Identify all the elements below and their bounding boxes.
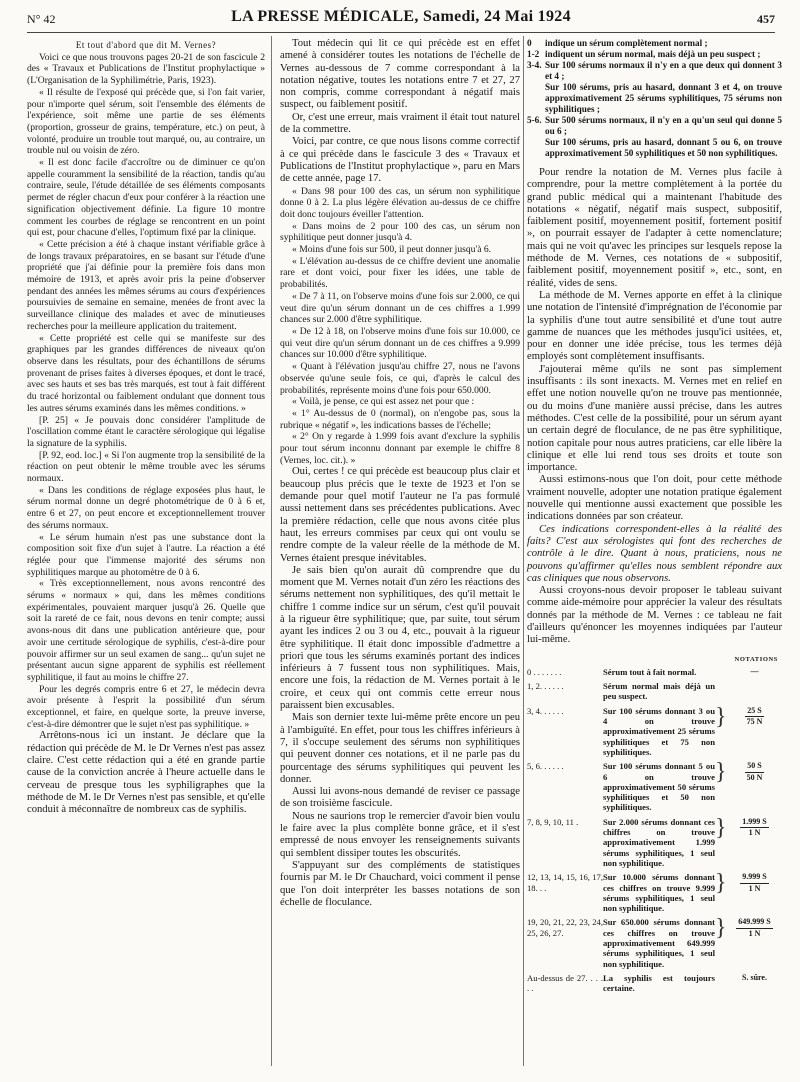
column-divider-1 — [271, 36, 272, 1066]
paragraph: Pour les degrés compris entre 6 et 27, le médecin devra avoir présente à l'esprit la possibilité d'un sérum exceptionnel, et faire, en quelque sorte, la preuve inverse, c'est-à-dire démontrer que le sujet n'est pas syphilitique. » — [27, 683, 265, 730]
paragraph: « 2° On y regarde à 1.999 fois avant d'exclure la syphilis pour tout sérum inconnu donnant par exemple le chiffre 8 (Vernes, loc. cit.). » — [280, 431, 520, 466]
table-code-cell: 1, 2. . . . . . — [527, 681, 564, 692]
paragraph: « Quant à l'élévation jusqu'au chiffre 27, nous ne l'avons observée qu'une seule fois, ce qui, d'après le calcul des probabilités, représente moins d'une fois pour 650.000. — [280, 361, 520, 396]
table-desc-cell: Sur 100 sérums donnant 5 ou 6 on trouve approximativement 50 sérums syphilitiques et 50 non syphilitiques. — [603, 761, 715, 813]
paragraph: Voici ce que nous trouvons pages 20-21 de son fascicule 2 des « Travaux et Publications de l'Institut prophylactique » (L'Organisation de la Syphilimétrie, Paris, 1923). — [27, 51, 265, 87]
paragraph: « 1° Au-dessus de 0 (normal), on n'engobe pas, sous la rubrique « négatif », les indications basses de l'échelle; — [280, 407, 520, 431]
list-item-text: indiquent un sérum normal, mais déjà un peu suspect ; — [545, 49, 761, 59]
paragraph: Tout médecin qui lit ce qui précède est en effet amené à considérer toutes les notations de l'échelle de Vernes au-dessous de 7 comme correspondant à la notation négative, toutes les notations entre 7 et 27, 27 non compris, comme correspondant à négatif mais suspect, ou faiblement positif. — [280, 38, 520, 111]
paragraph: Aussi croyons-nous devoir proposer le tableau suivant comme aide-mémoire pour apprécier la valeur des résultats donnés par la méthode de M. Vernes : ce tableau ne fait d'ailleurs qu'énoncer les moyennes indiquées par l'auteur lui-même. — [527, 585, 782, 646]
list-item — [527, 49, 782, 60]
list-item-sub: Sur 100 sérums, pris au hasard, donnant 5 ou 6, on trouve approximativement 50 syphilitiques et 50 non syphilitiques. — [545, 137, 782, 158]
section-heading: Et tout d'abord que dit M. Vernes? — [75, 40, 217, 50]
fraction-numerator: 25 S — [745, 706, 765, 717]
table-notation-cell — [727, 761, 782, 783]
table-desc-cell: Sérum normal mais déjà un peu suspect. — [603, 681, 715, 702]
paragraph: Voici, par contre, ce que nous lisons comme correctif à ce qui précède dans le fascicule 3 des « Travaux et Publications de l'Institut prophylactique », paru en Mars de cette année, page 17. — [280, 136, 520, 185]
table-row — [527, 703, 782, 757]
journal-date: Samedi, 24 Mai 1924 — [422, 8, 571, 25]
fraction-numerator: 50 S — [745, 761, 765, 772]
fraction-denominator: 1 N — [748, 883, 761, 893]
fraction-numerator: 9.999 S — [740, 872, 768, 883]
header-rule — [27, 32, 775, 33]
paragraph: Aussi lui avons-nous demandé de reviser ce passage de son troisième fascicule. — [280, 786, 520, 810]
paragraph: « Dans les conditions de réglage exposées plus haut, le sérum normal donne un degré photométrique de 0 à 6 et, entre 6 et 27, on peut encore et exceptionnellement trouver des sérums normaux. — [27, 484, 265, 531]
running-title — [27, 8, 775, 26]
fraction-denominator: 75 N — [746, 717, 763, 727]
table-notation-cell — [727, 917, 782, 939]
fraction-numerator: 649.999 S — [736, 917, 772, 928]
notation-fraction — [745, 706, 765, 728]
notation-fraction — [745, 761, 765, 783]
table-desc-cell: Sur 650.000 sérums donnant ces chiffres on trouve approximativement 649.999 sérums syphilitiques, 1 seul non syphilitique. — [603, 917, 715, 969]
table-row — [527, 667, 782, 677]
paragraph: « Dans 98 pour 100 des cas, un sérum non syphilitique donne 0 à 2. La plus légère élévation au-dessus de ce chiffre doit donc toujours éveiller l'attention. — [280, 185, 520, 220]
paragraph: Nous ne saurions trop le remercier d'avoir bien voulu le faire avec la plus complète bonne grâce, et il s'est empressé de nous envoyer les renseignements suivants qui semblent dissiper toutes les obscurités. — [280, 810, 520, 859]
list-item-text: indique un sérum complètement normal ; — [545, 38, 708, 48]
list-item-sub: Sur 100 sérums, pris au hasard, donnant 3 et 4, on trouve approximativement 25 sérums syphilitiques, 75 sérums non syphilitiques ; — [545, 82, 782, 114]
paragraph: Ces indications correspondent-elles à la réalité des faits? C'est aux sérologistes qui font des recherches de contrôle à le dire. Quant à nous, praticiens, nous ne pouvons qu'affirmer qu'elles nous semblent répondre aux cas cliniques que nous observons. — [527, 523, 782, 584]
table-row — [527, 681, 782, 702]
paragraph: Aussi estimons-nous que l'on doit, pour cette méthode vraiment nouvelle, adopter une notation pratique également nouvelle qui mentionne aussi exactement que possible les indications données par son créateur. — [527, 474, 782, 523]
brace-mark: } — [715, 814, 727, 841]
table-header: NOTATIONS — [734, 655, 778, 663]
fraction-numerator: 1.999 S — [740, 817, 768, 828]
paragraph: Je sais bien qu'on aurait dû comprendre que du moment que M. Vernes notait d'un zéro les réactions des sérums nettement non syphilitiques, des qu'il mettait le chiffre 1 comme indice sur un sérum, c'est qu'il pouvait à la rigueur être syphilitique; que, par suite, tout sérum ayant les indices 2 ou 3 ou 4, etc., pouvait à la rigueur être syphilitique. Il était donc impossible d'admettre a priori que tous les sérums examinés portant des indices inférieurs à 7 fussent tous non syphilitiques. Mais, encore une fois, la rédaction de M. Vernes portait à le croire, et ceux qui ont commis cette erreur nous paraissent bien excusables. — [280, 564, 520, 712]
list-item-text: Sur 100 sérums normaux il n'y en a que deux qui donnent 3 et 4 ; — [545, 60, 782, 81]
column-2 — [280, 38, 520, 909]
list-item — [527, 38, 782, 49]
list-item-key: 0 — [527, 38, 532, 48]
fraction-denominator: 1 N — [748, 828, 761, 838]
brace-mark: } — [715, 915, 727, 942]
paragraph: « Très exceptionnellement, nous avons rencontré des sérums « normaux » qui, dans les mêmes conditions expérimentales, pouvaient marquer jusqu'à 26. Quelle que soit la rareté de ce fait, nous devons en tenir compte; aussi avons-nous dit dans une publication antérieure que, pour avoir une certitude sérologique de syphilis, c'est-à-dire pour pouvoir affirmer sur un seul examen de sang... qu'un sujet ne présentant aucun signe apparent de syphilis est réellement syphilitique, il faut au moins le chiffre 27. — [27, 578, 265, 683]
journal-title: LA PRESSE MÉDICALE, — [231, 8, 419, 25]
brace-mark: } — [715, 703, 727, 730]
paragraph: « Moins d'une fois sur 500, il peut donner jusqu'à 6. — [292, 244, 492, 256]
paragraph: « De 7 à 11, on l'observe moins d'une fois sur 2.000, ce qui veut dire qu'un sérum donnant un de ces chiffres a 1.999 chances sur 2.000 d'être syphilitique. — [280, 290, 520, 326]
list-item — [527, 115, 782, 137]
paragraph: Oui, certes ! ce qui précède est beaucoup plus clair et beaucoup plus précis que le texte de 1923 et l'on se demande pour quel motif l'auteur ne l'a pas formulé aussi nettement dans ses précédentes publications. Avec la première rédaction, celle que nous avons citée plus haut, les erreurs commises par ceux qui ont voulu se rendre compte de la valeur réelle de la méthode de M. Vernes étaient presque inévitables. — [280, 466, 520, 564]
table-desc-cell: Sur 100 sérums donnant 3 ou 4 on trouve approximativement 25 sérums syphilitiques et 75 non syphilitiques. — [603, 705, 715, 757]
paragraph: Pour rendre la notation de M. Vernes plus facile à comprendre, pour la mettre complètement à la portée du grand public médical qui a maintenant l'habitude des notations « négatif, négatif mais suspect, subpositif, faiblement positif, moyennement positif, fortement positif », on pourrait essayer de l'adapter à cette nomenclature; mais qui ne voit qu'avec les principes sur lesquels repose la méthode de M. Vernes, ces notations de « subpositif, faiblement positif, moyennement positif », etc., sont, en réalité, vides de sens. — [527, 167, 782, 289]
table-row — [527, 761, 782, 812]
list-item-key: 5-6. — [527, 115, 542, 125]
paragraph: « Le sérum humain n'est pas une substance dont la composition soit fixe d'un sujet à l'autre. La réaction a été réglée pour que l'immense majorité des sérums non syphilitiques marque au photomètre de 0 à 6. — [27, 531, 265, 578]
paragraph: « L'élévation au-dessus de ce chiffre devient une anomalie rare et dont voici, pour fixer les idées, une table de probabilités. — [280, 255, 520, 291]
column-1 — [27, 40, 265, 817]
paragraph: Mais son dernier texte lui-même prête encore un peu à l'ambiguïté. En effet, pour tous les chiffres inférieurs à 7, il s'occupe seulement des sérums non syphilitiques qui peuvent donner ces notations, et il ne parle pas du pourcentage des sérums syphilitiques qui peuvent les donner. — [280, 712, 520, 785]
table-code-cell: 0 . . . . . . . — [527, 666, 562, 677]
table-code-cell: 7, 8, 9, 10, 11 . — [527, 816, 579, 827]
paragraph: S'appuyant sur des compléments de statistiques fournis par M. le Dr Chauchard, voici comment il pense que l'on doit interpréter les basses notations de son échelle de floculance. — [280, 859, 520, 908]
table-notation-cell — [727, 872, 782, 894]
paragraph: La méthode de M. Vernes apporte en effet à la clinique une notation de l'intensité d'imprégnation de l'économie par la syphilis d'une tout autre sensibilité et d'une tout autre gamme de nuances que les méthodes jusqu'ici usitées, et, pour en donner une idée précise, tous les termes déjà employés sont complètement insuffisants. — [527, 289, 782, 363]
paragraph: « Voilà, je pense, ce qui est assez net pour que : — [292, 396, 475, 408]
list-item-text: Sur 500 sérums normaux, il n'y en a qu'un seul qui donne 5 ou 6 ; — [545, 115, 782, 136]
table-row — [527, 917, 782, 968]
table-code-cell: Au-dessus de 27. . . . . . — [527, 972, 603, 994]
table-row — [527, 872, 782, 913]
notation-fraction — [740, 872, 768, 894]
fraction-denominator: 50 N — [746, 772, 763, 782]
notation-fraction — [736, 917, 772, 939]
paragraph: [P. 92, eod. loc.] « Si l'on augmente trop la sensibilité de la réaction on peut obtenir le même trouble avec les sérums normaux. — [27, 449, 265, 485]
brace-mark: } — [715, 759, 727, 786]
paragraph: « Il résulte de l'exposé qui précède que, si l'on fait varier, pour n'importe quel sérum, soit l'ensemble des éléments de l'expérience, soit même une partie de ses éléments (proportion, grosseur de grains, température, etc.) on peut, à volonté, produire un trouble tout marqué, ou, au contraire, un trouble nul ou voisin de zéro. — [27, 86, 265, 157]
paragraph: J'ajouterai même qu'ils ne sont pas simplement insuffisants : ils sont inexacts. M. Vernes met en relief en effet une notion nouvelle qu'on ne trouve pas mentionnée, ou du moins d'une manière aussi précise, dans les autres méthodes. C'est celle de la possibilité, pour un sérum ayant un certain degré de floculance, de ne pas être syphilitique, notion capitale pour nous autres praticiens, car elle libère la clinique et elle lui rend tous ses droits et toute son importance. — [527, 363, 782, 474]
table-notation-cell — [727, 706, 782, 728]
table-code-cell: 5, 6. . . . . . — [527, 761, 564, 772]
issue-number: N° 42 — [27, 12, 56, 26]
notation-table — [527, 655, 782, 994]
column-3 — [527, 38, 782, 997]
list-item — [527, 60, 782, 82]
paragraph: Arrêtons-nous ici un instant. Je déclare que la rédaction qui précède de M. le Dr Vernes n'est pas assez claire. C'est cette rédaction qui a été en grande partie cause de la conviction ancrée à l'heure actuelle dans le cerveau de presque tous les syphiligraphes que la méthode de M. le Dr Vernes n'est pas sensible, et qu'elle conduit à méconnaître de nombreux cas de syphilis. — [27, 730, 265, 816]
table-code-cell: 19, 20, 21, 22, 23, 24, 25, 26, 27. — [527, 917, 603, 938]
table-code-cell: 3, 4. . . . . . — [527, 705, 564, 716]
list-item-key: 3-4. — [527, 60, 542, 70]
table-code-cell: 12, 13, 14, 15, 16, 17, 18. . . — [527, 872, 603, 893]
paragraph: « Dans moins de 2 pour 100 des cas, un sérum non syphilitique peut donner jusqu'à 4. — [280, 220, 520, 244]
table-desc-cell: Sur 10.000 sérums donnant ces chiffres on trouve 9.999 sérums syphilitiques, 1 seul non syphilitique. — [603, 872, 715, 914]
brace-mark: } — [715, 870, 727, 897]
table-notation-cell — [727, 817, 782, 839]
paragraph: « Cette propriété est celle qui se manifeste sur des graphiques par les grandes différences de niveaux qu'on observe dans les résultats, pour des échantillons de sérums provenant de prises faites à diverses époques, et dont le tracé, avec ses hauts et ses bas très marqués, est tout à fait différent du tracé horizontal ou faiblement ondulant que donnent tous les autres sérums examinés dans les mêmes conditions. » — [27, 332, 265, 414]
page-header — [27, 8, 775, 30]
paragraph: Or, c'est une erreur, mais vraiment il était tout naturel de la commettre. — [280, 111, 520, 136]
table-desc-cell: Sur 2.000 sérums donnant ces chiffres on trouve approximativement 1.999 sérums syphilitiques, 1 seul non syphilitique. — [603, 816, 715, 868]
table-notation-cell: S. sûre. — [742, 972, 767, 982]
paragraph: [P. 25] « Je pouvais donc considérer l'amplitude de l'oscillation comme étant le caractère sérologique qui légalise la signature de la syphilis. — [27, 414, 265, 449]
page-number: 457 — [757, 12, 775, 26]
table-row — [527, 814, 782, 868]
table-row — [527, 973, 782, 994]
column-divider-2 — [523, 36, 524, 1066]
list-item-key: 1-2 — [527, 49, 540, 59]
table-desc-cell: Sérum tout à fait normal. — [603, 666, 697, 677]
notation-fraction — [740, 817, 768, 839]
paragraph: « Cette précision a été à chaque instant vérifiable grâce à de longs travaux préparatoires, en se basant sur l'étude d'une propriété que j'ai définie pour la première fois dans mon mémoire de 1913, et après avoir pris la peine d'observer pendant des années les mêmes sérums au cours d'expériences poursuivies de semaine en semaine, menées de front avec la surveillance clinique des malades et avec de minutieuses recherches pour la meilleure application du traitement. — [27, 238, 265, 332]
notation-list — [527, 38, 782, 159]
fraction-denominator: 1 N — [748, 928, 761, 938]
table-notation-cell: — — [750, 666, 759, 676]
table-desc-cell: La syphilis est toujours certaine. — [603, 972, 715, 994]
paragraph: « Il est donc facile d'accroître ou de diminuer ce qu'on appelle couramment la sensibilité de la réaction, tandis qu'au contraire, seule, l'étude détaillée de ses éléments composants permet de régler chacun d'eux pour conférer à la réaction une signification objectivement définie. La figure 10 montre comment les courbes de réglage se rencontrent en un point qui est, pour chacune d'elles, l'optimum fixé par la clinique. — [27, 157, 265, 239]
paragraph: « De 12 à 18, on l'observe moins d'une fois sur 10.000, ce qui veut dire qu'un sérum donnant un de ces chiffres a 9.999 chances sur 10.000 d'être syphilitique. — [280, 326, 520, 361]
